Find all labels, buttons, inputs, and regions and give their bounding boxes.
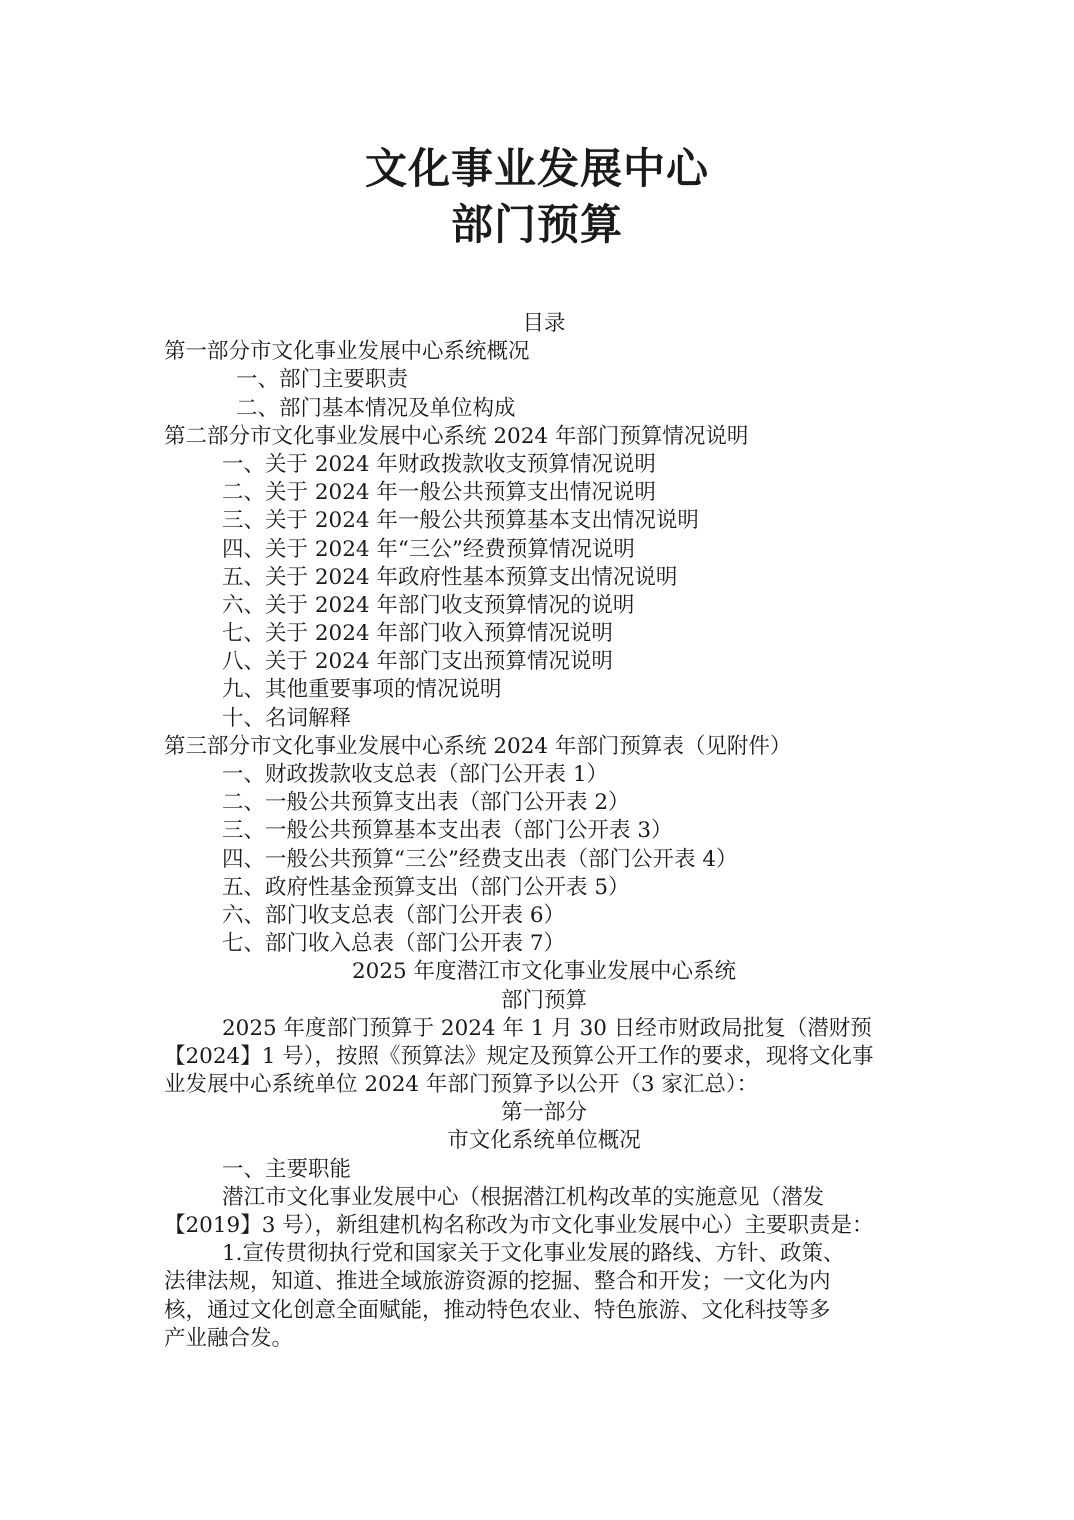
toc-part2-item: 四、关于 2024 年“三公”经费预算情况说明: [222, 536, 635, 562]
toc-part2-item: 八、关于 2024 年部门支出预算情况说明: [222, 649, 613, 675]
point1-paragraph: [164, 1240, 924, 1353]
toc-part2-item: 二、关于 2024 年一般公共预算支出情况说明: [222, 480, 656, 506]
toc-part3-item: 三、一般公共预算基本支出表（部门公开表 3）: [222, 818, 673, 844]
intro-line: 业发展中心系统单位 2024 年部门预算予以公开（3 家汇总）：: [164, 1072, 759, 1098]
toc-part1-item: 一、部门主要职责: [236, 367, 409, 393]
toc-part2-title: 第二部分市文化事业发展中心系统 2024 年部门预算情况说明: [164, 423, 749, 449]
toc-part3-item: 二、一般公共预算支出表（部门公开表 2）: [222, 790, 630, 816]
toc-part2-item: 三、关于 2024 年一般公共预算基本支出情况说明: [222, 508, 699, 534]
toc-part3-item: 六、部门收支总表（部门公开表 6）: [222, 902, 566, 928]
document-body: [164, 310, 924, 1353]
section-heading-line2: 部门预算: [500, 987, 587, 1013]
toc-part3-item: 一、财政拨款收支总表（部门公开表 1）: [222, 762, 609, 787]
toc-heading: 目录: [522, 311, 566, 336]
intro-line: 【2024】1 号），按照《预算法》规定及预算公开工作的要求，现将文化事: [164, 1043, 874, 1069]
point1-line: 核，通过文化创意全面赋能，推动特色农业、特色旅游、文化科技等多: [164, 1297, 831, 1323]
point1-line: 法律法规，知道、推进全域旅游资源的挖掘、整合和开发；一文化为内: [164, 1269, 831, 1295]
item1-title: 一、主要职能: [222, 1156, 352, 1182]
toc-part3-item: 五、政府性基金预算支出（部门公开表 5）: [222, 874, 630, 900]
toc-part2-item: 五、关于 2024 年政府性基本预算支出情况说明: [222, 564, 678, 590]
duty-line: 潜江市文化事业发展中心（根据潜江机构改革的实施意见（潜发: [222, 1184, 825, 1210]
toc-part3-title: 第三部分市文化事业发展中心系统 2024 年部门预算表（见附件）: [164, 733, 792, 759]
duty-paragraph: [164, 1184, 924, 1240]
point1-line: 产业融合发。: [164, 1325, 294, 1351]
point1-line: 1.宣传贯彻执行党和国家关于文化事业发展的路线、方针、政策、: [222, 1241, 845, 1267]
toc-part2-item: 六、关于 2024 年部门收支预算情况的说明: [222, 592, 635, 618]
intro-paragraph: [164, 1015, 924, 1100]
part1-heading: 第一部分: [500, 1100, 587, 1126]
duty-line: 【2019】3 号），新组建机构名称改为市文化事业发展中心）主要职责是：: [164, 1213, 874, 1238]
toc-part2-item: 九、其他重要事项的情况说明: [222, 677, 502, 703]
document-title-line2: 部门预算: [450, 200, 623, 249]
toc-part1-title: 第一部分市文化事业发展中心系统概况: [164, 339, 530, 365]
toc-part1-item: 二、部门基本情况及单位构成: [236, 395, 516, 421]
toc-part3-item: 七、部门收入总表（部门公开表 7）: [222, 931, 566, 957]
toc-part3-item: 四、一般公共预算“三公”经费支出表（部门公开表 4）: [222, 846, 738, 872]
toc-part2-item: 七、关于 2024 年部门收入预算情况说明: [222, 621, 613, 647]
section-heading-line1: 2025 年度潜江市文化事业发展中心系统: [351, 959, 737, 985]
document-title-line1: 文化事业发展中心: [364, 144, 709, 193]
part1-subheading: 市文化系统单位概况: [447, 1128, 641, 1154]
toc-part2-item: 一、关于 2024 年财政拨款收支预算情况说明: [222, 451, 656, 477]
toc-part2-item: 十、名词解释: [222, 705, 352, 731]
intro-line: 2025 年度部门预算于 2024 年 1 月 30 日经市财政局批复（潜财预: [222, 1015, 872, 1041]
